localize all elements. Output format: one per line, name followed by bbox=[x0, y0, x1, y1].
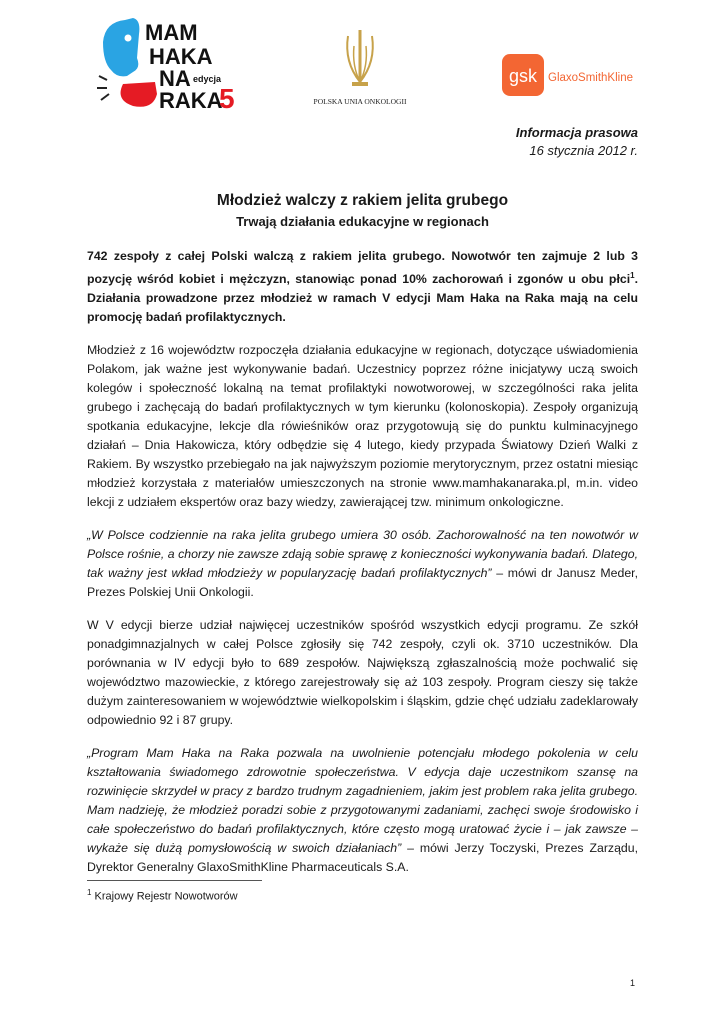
head-shape bbox=[103, 18, 139, 76]
footnote-number: 1 bbox=[87, 888, 92, 897]
logo-line2: HAKA bbox=[149, 44, 213, 69]
lead-text-cont: . Działania prowadzone przez młodzież w ramach V edycji Mam Haka na Raka mają na celu promocję badań profilaktycznych. bbox=[87, 272, 638, 325]
hook-shape bbox=[121, 82, 157, 107]
footnote bbox=[87, 888, 238, 903]
eye bbox=[125, 35, 132, 42]
article-subtitle: Trwają działania edukacyjne w regionach bbox=[236, 214, 489, 229]
logo-edition-number: 5 bbox=[219, 83, 235, 114]
footnote-text: Krajowy Rejestr Nowotworów bbox=[91, 890, 238, 903]
article-body bbox=[87, 247, 638, 891]
quote-2-attribution: – mówi Jerzy Toczyski, Prezes Zarządu, Dyrektor Generalny GlaxoSmithKline Pharmaceuticals S.A. bbox=[87, 841, 638, 875]
logo-bar bbox=[95, 14, 655, 114]
press-label: Informacja prasowa bbox=[515, 125, 638, 140]
mam-haka-na-raka-logo bbox=[95, 14, 245, 114]
polska-unia-onkologii-logo bbox=[300, 22, 420, 112]
lead-paragraph bbox=[87, 247, 638, 327]
press-info bbox=[516, 124, 638, 160]
footnote-divider bbox=[87, 880, 262, 881]
paragraph-1: Młodzież z 16 województw rozpoczęła działania edukacyjne w regionach, dotyczące uświadomienia Polakom, jak ważne jest wykonywanie badań. Uczestnicy poprzez różne inicjatywy uczą swoich kolegów i społeczność lokalną na temat profilaktyki nowotworowej, w szczególności raka jelita grubego i zachęcają do badań profilaktycznych w tym kierunku (kolonoskopia). Zespoły organizują spotkania edukacyjne, lekcje dla rówieśników oraz przygotowują się do punktu kulminacyjnego działań – Dnia Hakowicza, który odbędzie się 4 lutego, kiedy przypada Światowy Dzień Walki z Rakiem. By wszystko przebiegało na jak najwyższym poziomie merytorycznym, przez ostatni miesiąc młodzież korzystała z materiałów umieszczonych na stronie www.mamhakanaraka.pl, m.in. video lekcji z udziałem ekspertów oraz bazy wiedzy, zawierającej tzw. minimum onkologiczne. bbox=[87, 343, 638, 510]
quote-1: „W Polsce codziennie na raka jelita grubego umiera 30 osób. Zachorowalność na ten nowotwór w Polsce rośnie, a chorzy nie zawsze zdają sobie sprawę z konieczności wykonywania badań. Dlatego, tak ważny jest wkład młodzieży w popularyzację badań profilaktycznych” bbox=[87, 528, 638, 581]
logo-line1: MAM bbox=[145, 20, 198, 45]
logo-line3: NA bbox=[159, 66, 191, 91]
logo-edition-label: edycja bbox=[193, 74, 222, 84]
burst-lines bbox=[97, 76, 109, 100]
article-title: Młodzież walczy z rakiem jelita grubego bbox=[216, 192, 509, 209]
logo-line4: RAKA bbox=[159, 88, 223, 113]
lead-text: 742 zespoły z całej Polski walczą z rakiem jelita grubego. Nowotwór ten zajmuje 2 lub 3 pozycję wśród kobiet i mężczyzn, stanowiąc ponad 10% zachorowań i zgonów u obu płci bbox=[87, 249, 638, 287]
press-date: 16 stycznia 2012 r. bbox=[529, 143, 638, 158]
quote-2: „Program Mam Haka na Raka pozwala na uwolnienie potencjału młodego pokolenia w celu kształtowania świadomego zdrowotnie społeczeństwa. V edycja daje uczestnikom szansę na rozwinięcie skrzydeł w pracy z bardzo trudnym zagadnieniem, jakim jest problem raka jelita grubego. Mam nadzieję, że młodzież poradzi sobie z przygotowanymi zadaniami, zachęci swoje środowisko i całe społeczeństwo do badań profilaktycznych, które często mogą uratować życie i – jak zawsze – wykaże się dużą pomysłowością w swoich działaniach” bbox=[87, 746, 638, 856]
gsk-name: GlaxoSmithKline bbox=[548, 72, 634, 84]
paragraph-2: W V edycji bierze udział najwięcej uczestników spośród wszystkich edycji programu. Ze szkół ponadgimnazjalnych w całej Polsce zgłosiły się 742 zespoły, czyli ok. 3710 uczestników. Dla porównania w IV edycji było to 689 zespołów. Największą zgłaszalnością może pochwalić się województwo mazowieckie, z którego zarejestrowały się aż 103 zespoły. Program cieszy się także dużym zainteresowaniem w województwie wielkopolskim i śląskim, gdzie chęć udziału zadeklarowały odpowiednio 92 i 87 grupy. bbox=[87, 618, 638, 728]
quote-1-attribution: – mówi dr Janusz Meder, Prezes Polskiej Unii Onkologii. bbox=[87, 566, 639, 600]
footnote-ref: 1 bbox=[630, 271, 635, 280]
puo-name: POLSKA UNIA ONKOLOGII bbox=[313, 97, 407, 106]
flame-base bbox=[352, 82, 368, 86]
page-number: 1 bbox=[630, 978, 636, 988]
gsk-mark: gsk bbox=[508, 66, 538, 86]
quote-paragraph-2 bbox=[87, 744, 638, 877]
gsk-logo bbox=[500, 50, 650, 100]
quote-paragraph-1 bbox=[87, 526, 638, 602]
